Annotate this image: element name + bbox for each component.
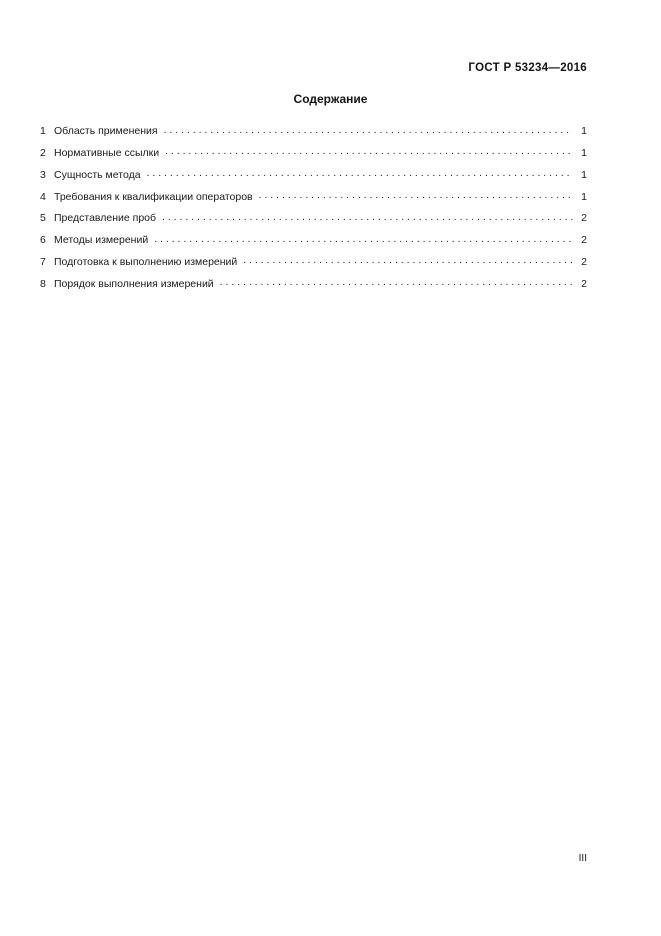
toc-entry-number: 1: [40, 125, 46, 138]
toc-entry-number: 5: [40, 212, 46, 225]
toc-leader-dots: [162, 211, 573, 222]
toc-entry-number: 2: [40, 146, 46, 159]
toc-entry-label: Сущность метода: [54, 168, 141, 181]
toc-entry-label: Нормативные ссылки: [54, 146, 160, 159]
toc-leader-dots: [165, 145, 573, 156]
toc-entry-page: 1: [581, 125, 587, 138]
toc-entry-label: Область применения: [54, 125, 158, 138]
toc-entry-label: Подготовка к выполнению измерений: [54, 255, 238, 268]
toc-entry[interactable]: [40, 142, 587, 164]
page-number: III: [578, 853, 587, 864]
toc-entry-page: 1: [581, 168, 587, 181]
toc-entry[interactable]: [40, 207, 587, 229]
toc-entry[interactable]: [40, 164, 587, 186]
toc-leader-dots: [220, 276, 573, 287]
toc-entry-number: 7: [40, 255, 46, 268]
table-of-contents: [40, 120, 587, 295]
toc-entry[interactable]: [40, 251, 587, 273]
toc-entry-page: 2: [581, 277, 587, 290]
toc-entry-number: 6: [40, 234, 46, 247]
page-header-standard-number: ГОСТ Р 53234—2016: [468, 62, 587, 74]
toc-entry-page: 1: [581, 146, 587, 159]
toc-entry-label: Требования к квалификации операторов: [54, 190, 253, 203]
toc-entry-page: 1: [581, 190, 587, 203]
toc-entry[interactable]: [40, 120, 587, 142]
toc-entry-page: 2: [581, 212, 587, 225]
toc-entry[interactable]: [40, 273, 587, 295]
toc-entry-number: 4: [40, 190, 46, 203]
toc-entry-number: 3: [40, 168, 46, 181]
toc-leader-dots: [147, 167, 573, 178]
toc-entry[interactable]: [40, 185, 587, 207]
toc-entry-page: 2: [581, 234, 587, 247]
toc-entry-label: Методы измерений: [54, 234, 149, 247]
toc-entry-label: Представление проб: [54, 212, 157, 225]
toc-entry-page: 2: [581, 255, 587, 268]
page-title: Содержание: [293, 92, 368, 106]
toc-entry[interactable]: [40, 229, 587, 251]
toc-leader-dots: [154, 233, 573, 244]
toc-entry-number: 8: [40, 277, 46, 290]
toc-leader-dots: [164, 124, 573, 135]
toc-leader-dots: [243, 254, 573, 265]
toc-entry-label: Порядок выполнения измерений: [54, 277, 214, 290]
toc-leader-dots: [259, 189, 573, 200]
